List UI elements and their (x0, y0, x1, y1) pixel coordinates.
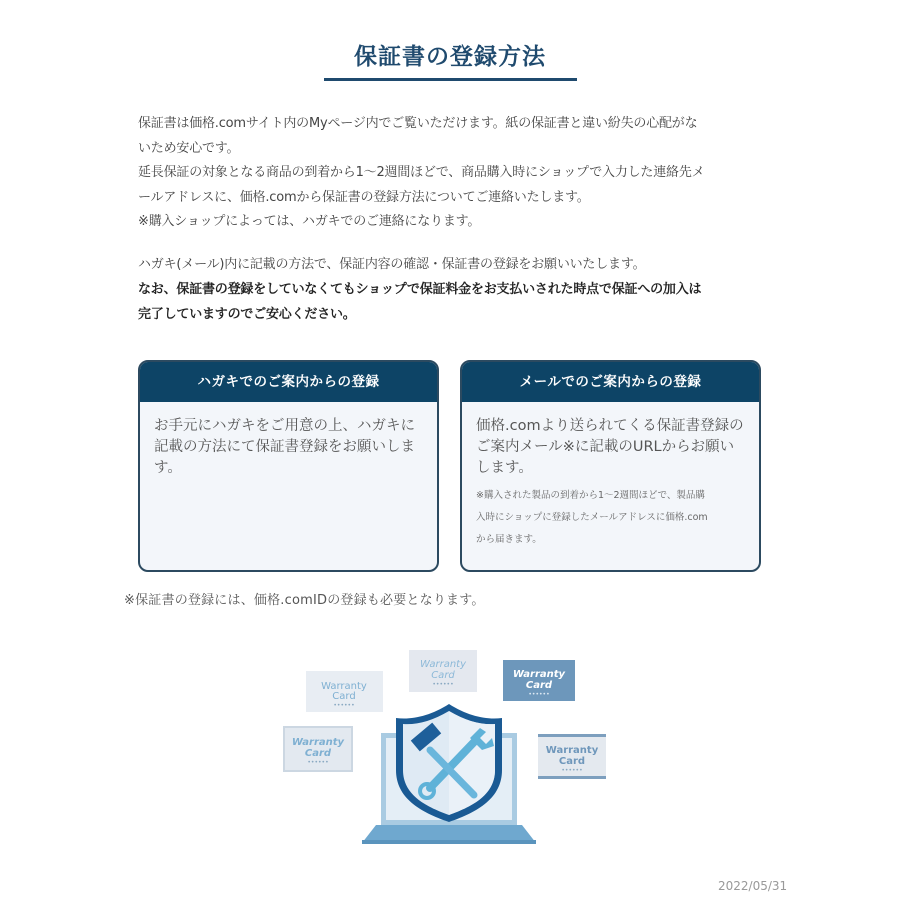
email-registration-card (460, 360, 761, 572)
card-body (140, 402, 437, 479)
intro-line: ールアドレスに、価格.comから保証書の登録方法についてご連絡いたします。 (138, 189, 590, 205)
intro-line: いため安心です。 (138, 140, 240, 156)
title-wrap (0, 38, 900, 71)
svg-text:Card: Card (558, 756, 586, 767)
footnote: ※保証書の登録には、価格.comIDの登録も必要となります。 (124, 593, 485, 608)
intro-line: ※購入ショップによっては、ハガキでのご連絡になります。 (138, 214, 481, 229)
intro-line: 延長保証の対象となる商品の到着から1～2週間ほどで、商品購入時にショップで入力した連絡先メ (138, 165, 705, 180)
svg-text:Warranty: Warranty (420, 659, 466, 670)
svg-text:••••••: •••••• (333, 702, 355, 709)
warranty-card-icon (538, 734, 606, 779)
title-underline (324, 78, 577, 81)
card-note-line: から届きます。 (476, 534, 542, 545)
notice-bold-line: 完了していますのでご安心ください。 (138, 307, 356, 322)
card-body-line: す。 (154, 460, 182, 476)
card-header: メールでのご案内からの登録 (462, 362, 759, 402)
warranty-card-icon (503, 660, 575, 701)
svg-text:••••••: •••••• (528, 691, 550, 698)
svg-text:Card: Card (332, 691, 356, 702)
svg-text:Warranty: Warranty (545, 745, 599, 756)
card-body-line: ご案内メール※に記載のURLからお願い (476, 439, 735, 455)
intro-line: 保証書は価格.comサイト内のMyページ内でご覧いただけます。紙の保証書と違い紛失の心配がな (138, 116, 698, 131)
warranty-card-icon (284, 727, 352, 771)
date-label: 2022/05/31 (718, 879, 788, 893)
notice-paragraph (138, 252, 778, 327)
svg-text:••••••: •••••• (307, 759, 329, 766)
page-title: 保証書の登録方法 (354, 44, 546, 70)
card-body-line: 記載の方法にて保証書登録をお願いしま (154, 439, 415, 455)
svg-text:Warranty: Warranty (321, 681, 367, 692)
card-note-line: ※購入された製品の到着から1～2週間ほどで、製品購 (476, 490, 705, 501)
notice-line: ハガキ(メール)内に記載の方法で、保証内容の確認・保証書の登録をお願いいたします。 (138, 257, 646, 272)
notice-bold-line: なお、保証書の登録をしていなくてもショップで保証料金をお支払いされた時点で保証への加入は (138, 282, 702, 297)
intro-paragraph (138, 112, 768, 235)
card-note-line: 入時にショップに登録したメールアドレスに価格.com (476, 512, 708, 523)
svg-text:Card: Card (304, 748, 332, 759)
warranty-card-icon (409, 650, 477, 692)
warranty-card-icon (306, 671, 383, 712)
svg-text:••••••: •••••• (561, 767, 583, 774)
card-body-line: 価格.comより送られてくる保証書登録の (476, 418, 744, 434)
postcard-registration-card (138, 360, 439, 572)
svg-text:Warranty: Warranty (512, 669, 566, 680)
card-body (462, 402, 759, 551)
card-body-line: します。 (476, 460, 533, 476)
svg-text:Card: Card (525, 680, 553, 691)
svg-text:Card: Card (431, 670, 455, 681)
card-body-line: お手元にハガキをご用意の上、ハガキに (154, 418, 415, 434)
card-note (476, 485, 745, 551)
svg-text:••••••: •••••• (432, 681, 454, 688)
svg-text:Warranty: Warranty (291, 737, 345, 748)
card-header: ハガキでのご案内からの登録 (140, 362, 437, 402)
warranty-illustration (280, 640, 620, 870)
